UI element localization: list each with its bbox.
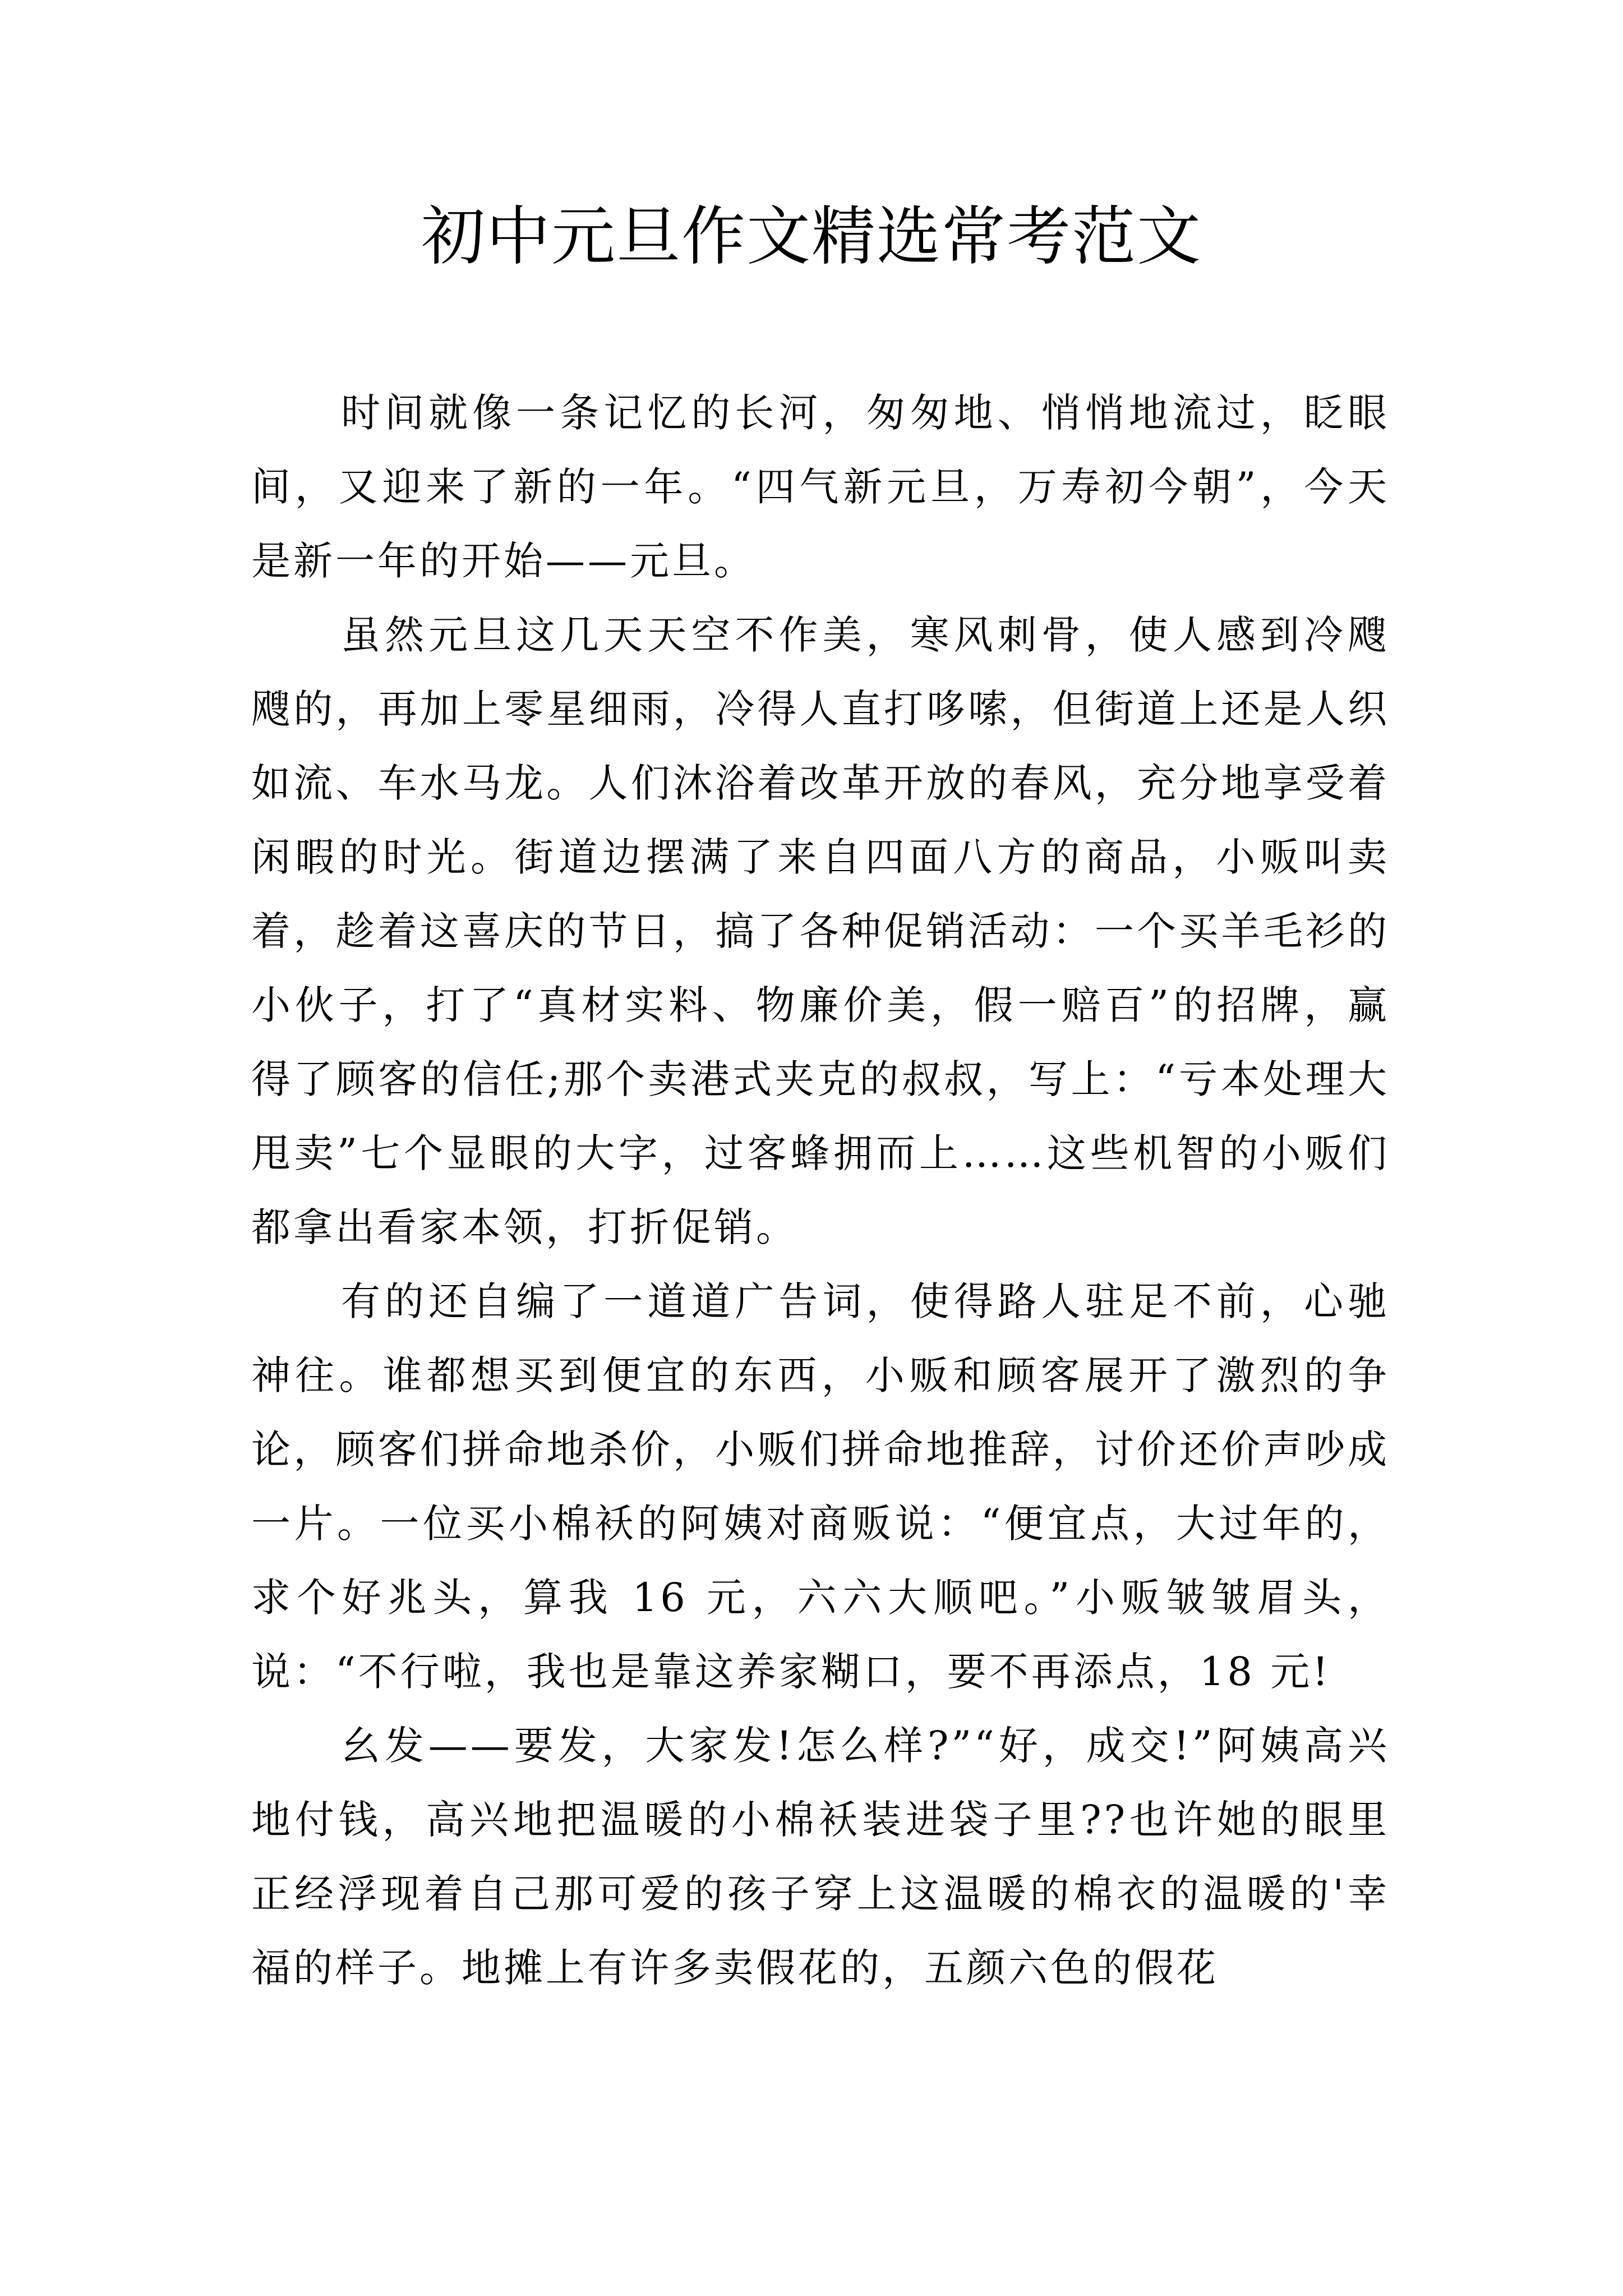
document-title: 初中元旦作文精选常考范文 bbox=[421, 199, 1202, 274]
document-body bbox=[251, 376, 1390, 2005]
paragraph: 幺发——要发，大家发!怎么样?”“好，成交!”阿姨高兴地付钱，高兴地把温暖的小棉袄装进袋子里??也许她的眼里正经浮现着自己那可爱的孩子穿上这温暖的棉衣的温暖的'幸福的样子。地摊上有许多卖假花的，五颜六色的假花 bbox=[251, 1723, 1390, 1991]
paragraph: 有的还自编了一道道广告词，使得路人驻足不前，心驰神往。谁都想买到便宜的东西，小贩和顾客展开了激烈的争论，顾客们拼命地杀价，小贩们拼命地推辞，讨价还价声吵成一片。一位买小棉袄的阿姨对商贩说：“便宜点，大过年的，求个好兆头，算我 16 元，六六大顺吧。”小贩皱皱眉头，说：“不行啦，我也是靠这养家糊口，要不再添点，18 元! bbox=[251, 1278, 1390, 1695]
paragraph: 虽然元旦这几天天空不作美，寒风刺骨，使人感到冷飕飕的，再加上零星细雨，冷得人直打哆嗦，但街道上还是人织如流、车水马龙。人们沐浴着改革开放的春风，充分地享受着闲暇的时光。街道边摆满了来自四面八方的商品，小贩叫卖着，趁着这喜庆的节日，搞了各种促销活动：一个买羊毛衫的小伙子，打了“真材实料、物廉价美，假一赔百”的招牌，赢得了顾客的信任;那个卖港式夹克的叔叔，写上：“亏本处理大甩卖”七个显眼的大字，过客蜂拥而上……这些机智的小贩们都拿出看家本领，打折促销。 bbox=[251, 612, 1390, 1250]
paragraph: 时间就像一条记忆的长河，匆匆地、悄悄地流过，眨眼间，又迎来了新的一年。“四气新元旦，万寿初今朝”，今天是新一年的开始——元旦。 bbox=[251, 390, 1390, 584]
